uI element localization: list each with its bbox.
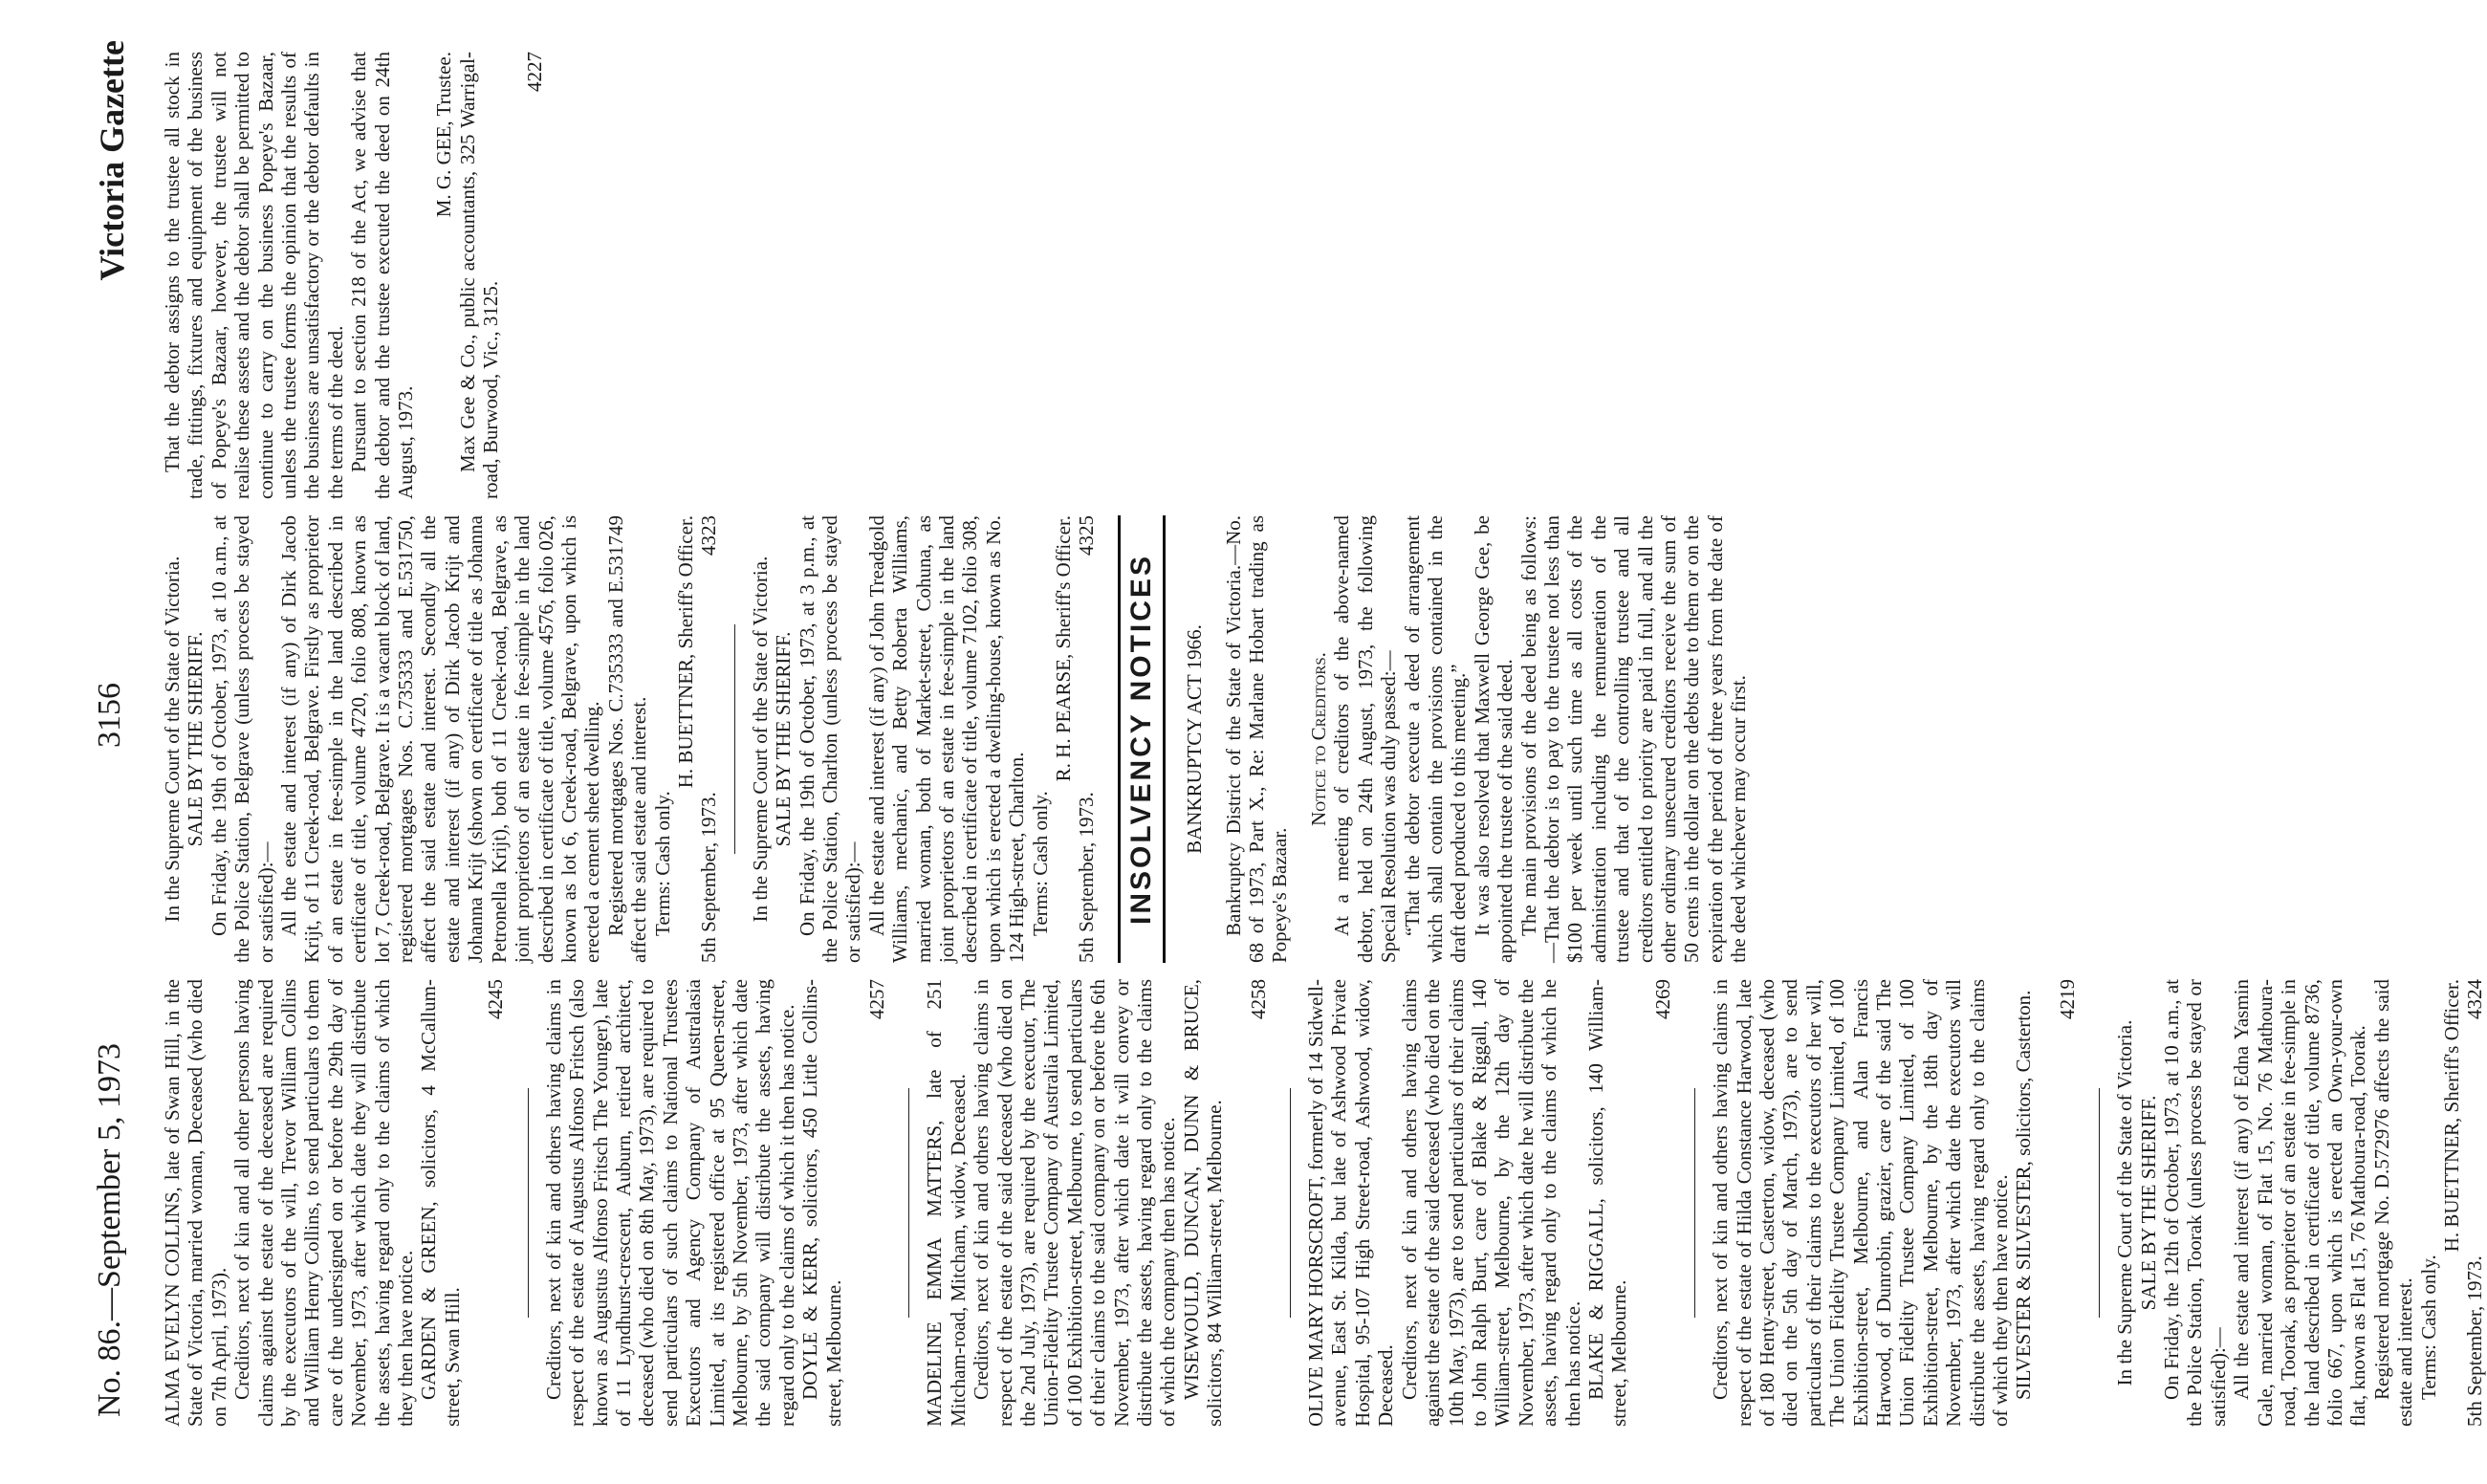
page-number: 3156 (92, 683, 127, 748)
notice-number: 4219 (2055, 979, 2079, 1019)
notice-body: Creditors, next of kin and others having claims in respect of the estate of Augustus Alfonso Fritsch (also known as Augustus Alfonso Fritsch The Younger), late of 11 Lyndhurst-crescent, Auburn, retired architect, deceased (who died on 8th May, 1973), are required to send particulars of such claims to National Trustees Executors and Agency Company of Australasia Limited, at its registered office at 95 Queen-street, Melbourne, by 5th November, 1973, after which date the said company will distribute the assets, having regard only to the claims of which it then has notice. (541, 979, 798, 1427)
notice-body: All the estate and interest (if any) of John Treadgold Williams, mechanic, and Betty Roberta Williams, married woman, both of Market-street, Cohuna, as joint proprietors of an estate in fee-simple in the land described in certificate of title, volume 7102, folio 308, upon which is erected a dwelling-house, known as No. 124 High-street, Charlton. (864, 515, 1029, 963)
notice-body: That the debtor assigns to the trustee all stock in trade, fittings, fixtures and equipment of the business of Popeye's Bazaar, however, the trustee will not realise these assets and the debtor shall be permitted to continue to carry on the business Popeye's Bazaar, unless the trustee forms the opinion that the results of the business are unsatisfactory or the debtor defaults in the terms of the deed. (161, 52, 347, 499)
notice-date: 5th September, 1973. (697, 792, 721, 963)
court-line: In the Supreme Court of the State of Victoria. (2113, 1019, 2137, 1386)
notice-body: Creditors, next of kin and all other persons having claims against the estate of the deceased are required by the executors of the will, Trevor William Collins and William Henry Collins, to send particulars to them care of the undersigned on or before the 29th day of November, 1973, after which date they will distribute the assets, having regard only to the claims of which they then have notice. (230, 979, 418, 1427)
notice-number: 4245 (484, 979, 508, 1019)
notice-bankruptcy (1183, 515, 1750, 963)
publication-title: Victoria Gazette (93, 40, 131, 281)
resolution-quote: “That the debtor execute a deed of arrangement which shall contain the provisions contained in the draft deed produced to this meeting.” (1400, 515, 1471, 963)
act-title: BANKRUPTCY ACT 1966. (1183, 624, 1207, 854)
notice-heading: ALMA EVELYN COLLINS, late of Swan Hill, in the State of Victoria, married woman, Deceased (who died on 7th April, 1973). (161, 979, 230, 1427)
issue-date: No. 86.—September 5, 1973 (92, 1043, 127, 1417)
notice-body: Creditors, next of kin and others having claims in respect of the estate of Hilda Constance Harwood, late of 180 Henty-street, Casterton, widow, deceased (who died on the 5th day of March, 1973), are to send particulars of their claims to the executors of her will, The Union Fidelity Trustee Company Limited, of 100 Exhibition-street, Melbourne, and Alan Francis Harwood, of Dunrobin, grazier, care of the said The Union Fidelity Trustee Company Limited, of 100 Exhibition-street, Melbourne, by the 18th day of November, 1973, after which date the executors will distribute the assets, having regard only to the claims of which they then have notice. (1709, 979, 2013, 1427)
spacer (1292, 515, 1307, 963)
notice-matters (923, 979, 1270, 1427)
divider (528, 1088, 529, 1318)
court-line: In the Supreme Court of the State of Victoria. (748, 556, 772, 923)
trustee-signature: M. G. GEE, Trustee. (432, 52, 456, 218)
divider (2099, 1088, 2100, 1318)
notice-body: Registered mortgage No. D.572976 affects the said estate and interest. (2369, 979, 2417, 1427)
notice-number: 4325 (1075, 515, 1099, 556)
notice-date: 5th September, 1973. (2463, 1255, 2487, 1427)
notice-body: The main provisions of the deed being as follows:—That the debtor is to pay to the trustee not less than $100 per week until such time as all costs of the administration including the remuneration of the trustee and that of the controlling trustee and all creditors entitled to priority are paid in full, and all the other ordinary unsecured creditors receive the sum of 50 cents in the dollar on the debts due to them or on the expiration of the period of three years from the date of the deed whichever may occur first. (1516, 515, 1751, 963)
notice-heading: MADELINE EMMA MATTERS, late of 251 Mitcham-road, Mitcham, widow, Deceased. (923, 979, 970, 1427)
terms-line: Terms: Cash only. (1028, 791, 1052, 936)
notice-signature: GARDEN & GREEN, solicitors, 4 McCallum-street, Swan Hill. (417, 979, 464, 1427)
notice-body: Pursuant to section 218 of the Act, we advise that the debtor and the trustee executed the deed on 24th August, 1973. (347, 52, 418, 499)
notice-collins (161, 979, 508, 1427)
notice-title: Notice to Creditors. (1306, 652, 1330, 826)
district-line: Bankruptcy District of the State of Victoria.—No. 68 of 1973, Part X., Re: Marlane Hobart trading as Popeye's Bazaar. (1221, 515, 1292, 963)
date-and-number (1075, 515, 1098, 963)
column-3 (161, 52, 2302, 499)
notice-body: All the estate and interest (if any) of Edna Yasmin Gale, married woman, of Flat 15, No. 76 Mathoura-road, Toorak, as proprietor of an estate in fee-simple in the land described in certificate of title, volume 8736, folio 667, upon which is erected an Own-your-own flat, known as Flat 15, 76 Mathoura-road, Toorak. (2230, 979, 2370, 1427)
notice-body: On Friday, the 19th of October, 1973, at 10 a.m., at the Police Station, Belgrave (unless process be stayed or satisfied):— (207, 515, 277, 963)
officer-signature: H. BUETTNER, Sheriff's Officer. (673, 515, 697, 789)
divider (734, 624, 735, 854)
sale-title: SALE BY THE SHERIFF. (772, 631, 796, 847)
notice-body: All the estate and interest (if any) of Dirk Jacob Krijt, of 11 Creek-road, Belgrave. Firstly as proprietor of an estate in fee-simple in the land described in certificate of title, volume 4720, folio 808, known as lot 7, Creek-road, Belgrave. It is a vacant block of land, registered mortgages Nos. C.735333 and E.531750, affect the said estate and interest. Secondly all the estate and interest (if any) of Dirk Jacob Krijt and Johanna Krijt (shown on certificate of title as Johanna Petronella Krijt), both of 11 Creek-road, Belgrave, as joint proprietors of an estate in fee-simple in the land described in certificate of title, volume 4576, folio 026, known as lot 6, Creek-road, Belgrave, upon which is erected a cement sheet dwelling. (277, 515, 604, 963)
notice-signature: DOYLE & KERR, solicitors, 450 Little Collins-street, Melbourne. (798, 979, 845, 1427)
divider (908, 1088, 909, 1318)
notice-signature: WISEWOULD, DUNCAN, DUNN & BRUCE, solicitors, 84 William-street, Melbourne. (1179, 979, 1227, 1427)
notice-number: 4269 (1650, 979, 1674, 1019)
notice-sheriff-toorak (2113, 979, 2487, 1427)
firm-address: Max Gee & Co., public accountants, 325 Warrigal-road, Burwood, Vic., 3125. (455, 52, 503, 499)
officer-signature: R. H. PEARSE, Sheriff's Officer. (1052, 515, 1076, 782)
notice-body: Creditors, next of kin and others having claims against the estate of the said deceased (who died on the 10th May, 1973), are to send particulars of their claims to John Ralph Burt, care of Blake & Riggall, 140 William-street, Melbourne, by the 12th day of November, 1973, after which date he will distribute the assets, having regard only to the claims of which he then has notice. (1397, 979, 1584, 1427)
column-1 (161, 979, 2487, 1427)
section-title: INSOLVENCY NOTICES (1118, 515, 1166, 963)
officer-signature: H. BUETTNER, Sheriff's Officer. (2439, 979, 2463, 1253)
spacer (1207, 515, 1222, 963)
notice-sheriff-charlton (749, 515, 1099, 963)
notice-number: 4323 (697, 515, 721, 556)
spacer (417, 52, 432, 499)
date-and-number (2463, 979, 2486, 1427)
divider (1694, 1088, 1695, 1318)
notice-number: 4324 (2463, 979, 2487, 1019)
terms-line: Terms: Cash only. (2416, 1255, 2440, 1400)
notice-signature: BLAKE & RIGGALL, solicitors, 140 William-street, Melbourne. (1583, 979, 1631, 1427)
notice-number: 4257 (864, 979, 888, 1019)
notice-body: It was also resolved that Maxwell George Gee, be appointed the trustee of the said deed. (1470, 515, 1517, 963)
notice-horscroft (1304, 979, 1674, 1427)
notice-body: Registered mortgages Nos. C.735333 and E.531749 affect the said estate and interest. (603, 515, 651, 963)
sale-title: SALE BY THE SHERIFF. (184, 631, 207, 847)
notice-body: On Friday, the 12th of October, 1973, at 10 a.m., at the Police Station, Toorak (unless process be stayed or satisfied):— (2160, 979, 2230, 1427)
notice-number: 4258 (1246, 979, 1270, 1019)
sale-title: SALE BY THE SHERIFF. (2136, 1095, 2160, 1311)
page-header (92, 40, 149, 1417)
notice-sheriff-belgrave (161, 515, 721, 963)
terms-line: Terms: Cash only. (650, 791, 674, 936)
notice-body: Creditors, next of kin and others having claims in respect of the estate of the said deceased (who died on the 2nd July, 1973), are required by the executor, The Union-Fidelity Trustee Company of Australia Limited, of 100 Exhibition-street, Melbourne, to send particulars of their claims to the said company on or before the 6th November, 1973, after which date it will convey or distribute the assets, having regard only to the claims of which the company then has notice. (970, 979, 1180, 1427)
notice-heading: OLIVE MARY HORSCROFT, formerly of 14 Sidwell-avenue, East St. Kilda, but late of Ashwood Private Hospital, 95-107 High Street-road, Ashwood, widow, Deceased. (1304, 979, 1398, 1427)
notice-body: On Friday, the 19th of October, 1973, at 3 p.m., at the Police Station, Charlton (unless process be stayed or satisfied):— (795, 515, 865, 963)
notice-number: 4227 (522, 52, 546, 92)
column-2 (161, 515, 2302, 963)
notice-date: 5th September, 1973. (1075, 792, 1099, 963)
court-line: In the Supreme Court of the State of Victoria. (161, 556, 184, 923)
notice-harwood (1709, 979, 2079, 1427)
notice-body: At a meeting of creditors of the above-named debtor, held on 24th August, 1973, the following Special Resolution was duly passed:— (1330, 515, 1401, 963)
notice-fritsch (542, 979, 889, 1427)
notice-signature: SILVESTER & SILVESTER, solicitors, Casterton. (2012, 990, 2036, 1400)
divider (1290, 1088, 1291, 1318)
date-and-number (697, 515, 720, 963)
